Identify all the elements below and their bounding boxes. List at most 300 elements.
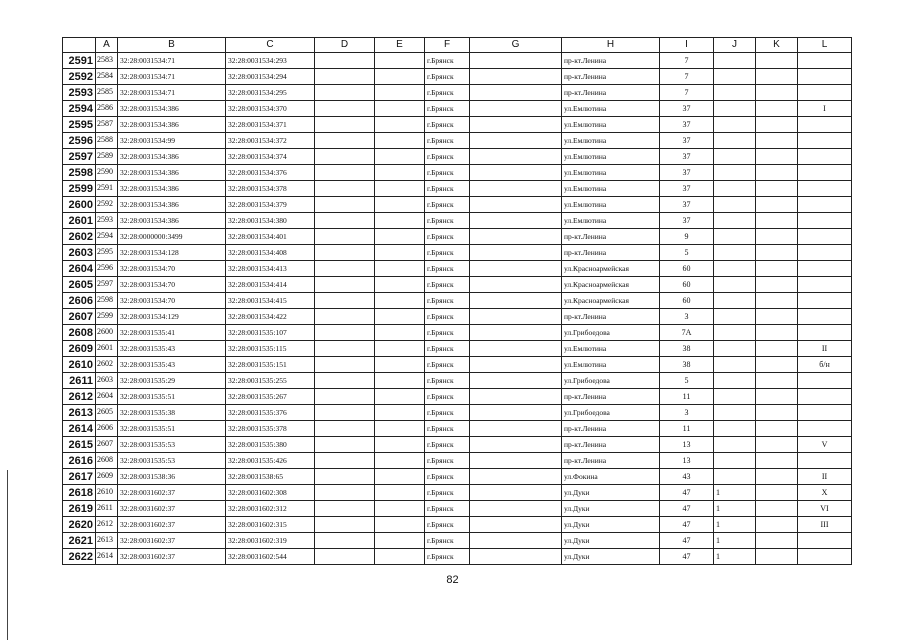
- cell-k[interactable]: [756, 213, 798, 229]
- cell-g[interactable]: [470, 309, 562, 325]
- cell-k[interactable]: [756, 485, 798, 501]
- cell-k[interactable]: [756, 325, 798, 341]
- cell-d[interactable]: [315, 485, 375, 501]
- cell-b[interactable]: 32:28:0031534:71: [118, 85, 226, 101]
- cell-j[interactable]: [714, 133, 756, 149]
- cell-i[interactable]: 37: [660, 181, 714, 197]
- cell-j[interactable]: 1: [714, 501, 756, 517]
- cell-k[interactable]: [756, 453, 798, 469]
- cell-b[interactable]: 32:28:0031602:37: [118, 533, 226, 549]
- cell-h[interactable]: пр-кт.Ленина: [562, 229, 660, 245]
- cell-l[interactable]: VI: [798, 501, 852, 517]
- cell-l[interactable]: [798, 213, 852, 229]
- cell-d[interactable]: [315, 69, 375, 85]
- cell-e[interactable]: [375, 165, 425, 181]
- cell-e[interactable]: [375, 53, 425, 69]
- cell-d[interactable]: [315, 469, 375, 485]
- cell-d[interactable]: [315, 229, 375, 245]
- cell-f[interactable]: г.Брянск: [425, 85, 470, 101]
- cell-a[interactable]: 2591: [96, 181, 118, 197]
- cell-l[interactable]: [798, 229, 852, 245]
- cell-i[interactable]: 47: [660, 549, 714, 565]
- cell-d[interactable]: [315, 309, 375, 325]
- cell-a[interactable]: 2602: [96, 357, 118, 373]
- cell-c[interactable]: 32:28:0031534:295: [226, 85, 315, 101]
- cell-h[interactable]: ул.Грибоедова: [562, 373, 660, 389]
- cell-c[interactable]: 32:28:0031534:293: [226, 53, 315, 69]
- cell-e[interactable]: [375, 325, 425, 341]
- cell-g[interactable]: [470, 197, 562, 213]
- cell-f[interactable]: г.Брянск: [425, 469, 470, 485]
- cell-a[interactable]: 2611: [96, 501, 118, 517]
- cell-i[interactable]: 47: [660, 485, 714, 501]
- row-number[interactable]: 2618: [63, 485, 96, 501]
- cell-b[interactable]: 32:28:0031534:70: [118, 293, 226, 309]
- cell-j[interactable]: [714, 197, 756, 213]
- column-header-g[interactable]: G: [470, 38, 562, 53]
- column-header-l[interactable]: L: [798, 38, 852, 53]
- cell-f[interactable]: г.Брянск: [425, 101, 470, 117]
- cell-i[interactable]: 47: [660, 533, 714, 549]
- cell-h[interactable]: пр-кт.Ленина: [562, 437, 660, 453]
- cell-a[interactable]: 2587: [96, 117, 118, 133]
- cell-h[interactable]: ул.Емлютина: [562, 165, 660, 181]
- cell-c[interactable]: 32:28:0031535:151: [226, 357, 315, 373]
- row-number[interactable]: 2616: [63, 453, 96, 469]
- cell-c[interactable]: 32:28:0031602:308: [226, 485, 315, 501]
- cell-i[interactable]: 7: [660, 53, 714, 69]
- cell-e[interactable]: [375, 213, 425, 229]
- cell-g[interactable]: [470, 85, 562, 101]
- cell-a[interactable]: 2586: [96, 101, 118, 117]
- cell-e[interactable]: [375, 517, 425, 533]
- cell-l[interactable]: II: [798, 341, 852, 357]
- cell-e[interactable]: [375, 341, 425, 357]
- cell-g[interactable]: [470, 325, 562, 341]
- cell-f[interactable]: г.Брянск: [425, 277, 470, 293]
- cell-j[interactable]: [714, 53, 756, 69]
- cell-d[interactable]: [315, 405, 375, 421]
- cell-g[interactable]: [470, 293, 562, 309]
- cell-f[interactable]: г.Брянск: [425, 309, 470, 325]
- cell-j[interactable]: [714, 101, 756, 117]
- cell-d[interactable]: [315, 181, 375, 197]
- cell-b[interactable]: 32:28:0031535:53: [118, 437, 226, 453]
- cell-d[interactable]: [315, 341, 375, 357]
- cell-b[interactable]: 32:28:0031534:386: [118, 181, 226, 197]
- cell-j[interactable]: [714, 85, 756, 101]
- cell-d[interactable]: [315, 133, 375, 149]
- cell-j[interactable]: [714, 373, 756, 389]
- cell-c[interactable]: 32:28:0031535:107: [226, 325, 315, 341]
- cell-e[interactable]: [375, 261, 425, 277]
- cell-e[interactable]: [375, 485, 425, 501]
- cell-e[interactable]: [375, 277, 425, 293]
- cell-g[interactable]: [470, 117, 562, 133]
- cell-f[interactable]: г.Брянск: [425, 117, 470, 133]
- cell-i[interactable]: 3: [660, 405, 714, 421]
- cell-l[interactable]: [798, 85, 852, 101]
- cell-f[interactable]: г.Брянск: [425, 245, 470, 261]
- cell-a[interactable]: 2590: [96, 165, 118, 181]
- row-number[interactable]: 2603: [63, 245, 96, 261]
- cell-j[interactable]: [714, 437, 756, 453]
- cell-i[interactable]: 37: [660, 165, 714, 181]
- cell-c[interactable]: 32:28:0031534:372: [226, 133, 315, 149]
- cell-c[interactable]: 32:28:0031534:413: [226, 261, 315, 277]
- cell-c[interactable]: 32:28:0031534:374: [226, 149, 315, 165]
- cell-d[interactable]: [315, 357, 375, 373]
- cell-d[interactable]: [315, 149, 375, 165]
- cell-j[interactable]: [714, 453, 756, 469]
- cell-a[interactable]: 2600: [96, 325, 118, 341]
- cell-j[interactable]: [714, 165, 756, 181]
- cell-e[interactable]: [375, 533, 425, 549]
- cell-d[interactable]: [315, 117, 375, 133]
- row-number[interactable]: 2591: [63, 53, 96, 69]
- row-number[interactable]: 2619: [63, 501, 96, 517]
- cell-b[interactable]: 32:28:0031602:37: [118, 549, 226, 565]
- cell-i[interactable]: 37: [660, 197, 714, 213]
- cell-d[interactable]: [315, 101, 375, 117]
- cell-f[interactable]: г.Брянск: [425, 229, 470, 245]
- column-header-k[interactable]: K: [756, 38, 798, 53]
- cell-e[interactable]: [375, 389, 425, 405]
- cell-h[interactable]: ул.Емлютина: [562, 149, 660, 165]
- cell-b[interactable]: 32:28:0031534:386: [118, 149, 226, 165]
- cell-k[interactable]: [756, 149, 798, 165]
- cell-g[interactable]: [470, 165, 562, 181]
- row-number[interactable]: 2617: [63, 469, 96, 485]
- cell-f[interactable]: г.Брянск: [425, 69, 470, 85]
- cell-e[interactable]: [375, 405, 425, 421]
- cell-j[interactable]: [714, 469, 756, 485]
- cell-j[interactable]: [714, 117, 756, 133]
- cell-h[interactable]: пр-кт.Ленина: [562, 69, 660, 85]
- cell-h[interactable]: пр-кт.Ленина: [562, 453, 660, 469]
- cell-e[interactable]: [375, 245, 425, 261]
- cell-e[interactable]: [375, 357, 425, 373]
- cell-f[interactable]: г.Брянск: [425, 133, 470, 149]
- cell-c[interactable]: 32:28:0031535:378: [226, 421, 315, 437]
- cell-b[interactable]: 32:28:0031534:129: [118, 309, 226, 325]
- cell-k[interactable]: [756, 261, 798, 277]
- row-number[interactable]: 2597: [63, 149, 96, 165]
- column-header-a[interactable]: A: [96, 38, 118, 53]
- cell-l[interactable]: б/н: [798, 357, 852, 373]
- cell-c[interactable]: 32:28:0031534:422: [226, 309, 315, 325]
- cell-g[interactable]: [470, 453, 562, 469]
- cell-f[interactable]: г.Брянск: [425, 405, 470, 421]
- cell-l[interactable]: [798, 309, 852, 325]
- row-number[interactable]: 2595: [63, 117, 96, 133]
- cell-k[interactable]: [756, 229, 798, 245]
- cell-k[interactable]: [756, 357, 798, 373]
- cell-g[interactable]: [470, 373, 562, 389]
- cell-h[interactable]: ул.Дуки: [562, 549, 660, 565]
- cell-b[interactable]: 32:28:0031534:71: [118, 69, 226, 85]
- cell-c[interactable]: 32:28:0031535:255: [226, 373, 315, 389]
- cell-g[interactable]: [470, 245, 562, 261]
- cell-c[interactable]: 32:28:0031602:315: [226, 517, 315, 533]
- cell-i[interactable]: 47: [660, 517, 714, 533]
- cell-f[interactable]: г.Брянск: [425, 389, 470, 405]
- cell-l[interactable]: [798, 405, 852, 421]
- cell-k[interactable]: [756, 309, 798, 325]
- cell-l[interactable]: [798, 69, 852, 85]
- cell-g[interactable]: [470, 133, 562, 149]
- cell-j[interactable]: [714, 293, 756, 309]
- cell-g[interactable]: [470, 69, 562, 85]
- cell-h[interactable]: ул.Красноармейская: [562, 277, 660, 293]
- cell-i[interactable]: 37: [660, 213, 714, 229]
- cell-d[interactable]: [315, 261, 375, 277]
- cell-c[interactable]: 32:28:0031534:378: [226, 181, 315, 197]
- cell-f[interactable]: г.Брянск: [425, 533, 470, 549]
- cell-c[interactable]: 32:28:0031538:65: [226, 469, 315, 485]
- cell-b[interactable]: 32:28:0031534:386: [118, 165, 226, 181]
- cell-b[interactable]: 32:28:0031534:386: [118, 197, 226, 213]
- cell-c[interactable]: 32:28:0031535:376: [226, 405, 315, 421]
- cell-b[interactable]: 32:28:0031535:51: [118, 421, 226, 437]
- cell-b[interactable]: 32:28:0031534:128: [118, 245, 226, 261]
- row-number[interactable]: 2614: [63, 421, 96, 437]
- cell-b[interactable]: 32:28:0031535:41: [118, 325, 226, 341]
- cell-h[interactable]: ул.Емлютина: [562, 197, 660, 213]
- cell-i[interactable]: 37: [660, 133, 714, 149]
- cell-e[interactable]: [375, 453, 425, 469]
- column-header-i[interactable]: I: [660, 38, 714, 53]
- cell-f[interactable]: г.Брянск: [425, 517, 470, 533]
- cell-l[interactable]: [798, 261, 852, 277]
- cell-d[interactable]: [315, 501, 375, 517]
- cell-e[interactable]: [375, 181, 425, 197]
- column-header-c[interactable]: C: [226, 38, 315, 53]
- row-number[interactable]: 2596: [63, 133, 96, 149]
- cell-g[interactable]: [470, 437, 562, 453]
- cell-a[interactable]: 2607: [96, 437, 118, 453]
- cell-k[interactable]: [756, 53, 798, 69]
- cell-k[interactable]: [756, 533, 798, 549]
- cell-l[interactable]: [798, 53, 852, 69]
- cell-j[interactable]: 1: [714, 517, 756, 533]
- cell-e[interactable]: [375, 133, 425, 149]
- cell-e[interactable]: [375, 373, 425, 389]
- row-number[interactable]: 2610: [63, 357, 96, 373]
- row-number[interactable]: 2608: [63, 325, 96, 341]
- cell-h[interactable]: пр-кт.Ленина: [562, 53, 660, 69]
- cell-i[interactable]: 47: [660, 501, 714, 517]
- cell-j[interactable]: [714, 389, 756, 405]
- cell-d[interactable]: [315, 437, 375, 453]
- cell-e[interactable]: [375, 85, 425, 101]
- cell-j[interactable]: [714, 181, 756, 197]
- cell-j[interactable]: [714, 229, 756, 245]
- cell-i[interactable]: 60: [660, 293, 714, 309]
- cell-d[interactable]: [315, 389, 375, 405]
- column-header-e[interactable]: E: [375, 38, 425, 53]
- cell-b[interactable]: 32:28:0031535:53: [118, 453, 226, 469]
- cell-f[interactable]: г.Брянск: [425, 197, 470, 213]
- cell-c[interactable]: 32:28:0031602:319: [226, 533, 315, 549]
- cell-d[interactable]: [315, 245, 375, 261]
- cell-j[interactable]: [714, 325, 756, 341]
- cell-i[interactable]: 37: [660, 117, 714, 133]
- cell-d[interactable]: [315, 85, 375, 101]
- cell-l[interactable]: [798, 293, 852, 309]
- cell-k[interactable]: [756, 517, 798, 533]
- cell-c[interactable]: 32:28:0031534:408: [226, 245, 315, 261]
- row-number[interactable]: 2622: [63, 549, 96, 565]
- cell-j[interactable]: 1: [714, 549, 756, 565]
- cell-g[interactable]: [470, 229, 562, 245]
- cell-a[interactable]: 2595: [96, 245, 118, 261]
- cell-a[interactable]: 2604: [96, 389, 118, 405]
- cell-a[interactable]: 2610: [96, 485, 118, 501]
- row-number[interactable]: 2604: [63, 261, 96, 277]
- cell-k[interactable]: [756, 69, 798, 85]
- cell-e[interactable]: [375, 421, 425, 437]
- cell-k[interactable]: [756, 197, 798, 213]
- cell-k[interactable]: [756, 437, 798, 453]
- cell-h[interactable]: пр-кт.Ленина: [562, 389, 660, 405]
- cell-g[interactable]: [470, 357, 562, 373]
- cell-f[interactable]: г.Брянск: [425, 341, 470, 357]
- cell-a[interactable]: 2593: [96, 213, 118, 229]
- cell-k[interactable]: [756, 117, 798, 133]
- cell-c[interactable]: 32:28:0031534:415: [226, 293, 315, 309]
- cell-j[interactable]: [714, 405, 756, 421]
- corner-header[interactable]: [63, 38, 96, 53]
- cell-f[interactable]: г.Брянск: [425, 501, 470, 517]
- cell-f[interactable]: г.Брянск: [425, 149, 470, 165]
- cell-e[interactable]: [375, 309, 425, 325]
- cell-i[interactable]: 43: [660, 469, 714, 485]
- column-header-b[interactable]: B: [118, 38, 226, 53]
- cell-a[interactable]: 2606: [96, 421, 118, 437]
- cell-l[interactable]: V: [798, 437, 852, 453]
- cell-a[interactable]: 2584: [96, 69, 118, 85]
- cell-b[interactable]: 32:28:0031535:43: [118, 357, 226, 373]
- cell-h[interactable]: ул.Емлютина: [562, 133, 660, 149]
- cell-j[interactable]: [714, 309, 756, 325]
- cell-b[interactable]: 32:28:0031602:37: [118, 501, 226, 517]
- cell-k[interactable]: [756, 277, 798, 293]
- cell-a[interactable]: 2605: [96, 405, 118, 421]
- row-number[interactable]: 2593: [63, 85, 96, 101]
- cell-a[interactable]: 2589: [96, 149, 118, 165]
- cell-a[interactable]: 2609: [96, 469, 118, 485]
- cell-a[interactable]: 2594: [96, 229, 118, 245]
- cell-i[interactable]: 7: [660, 85, 714, 101]
- cell-g[interactable]: [470, 533, 562, 549]
- row-number[interactable]: 2605: [63, 277, 96, 293]
- cell-h[interactable]: ул.Грибоедова: [562, 405, 660, 421]
- row-number[interactable]: 2600: [63, 197, 96, 213]
- cell-a[interactable]: 2583: [96, 53, 118, 69]
- cell-i[interactable]: 5: [660, 373, 714, 389]
- cell-g[interactable]: [470, 421, 562, 437]
- cell-g[interactable]: [470, 53, 562, 69]
- cell-b[interactable]: 32:28:0031535:38: [118, 405, 226, 421]
- cell-g[interactable]: [470, 149, 562, 165]
- cell-b[interactable]: 32:28:0031534:386: [118, 213, 226, 229]
- cell-b[interactable]: 32:28:0031535:51: [118, 389, 226, 405]
- cell-k[interactable]: [756, 181, 798, 197]
- cell-k[interactable]: [756, 469, 798, 485]
- cell-j[interactable]: [714, 341, 756, 357]
- cell-b[interactable]: 32:28:0031602:37: [118, 485, 226, 501]
- cell-l[interactable]: [798, 181, 852, 197]
- cell-d[interactable]: [315, 213, 375, 229]
- cell-d[interactable]: [315, 517, 375, 533]
- cell-b[interactable]: 32:28:0000000:3499: [118, 229, 226, 245]
- row-number[interactable]: 2602: [63, 229, 96, 245]
- cell-a[interactable]: 2608: [96, 453, 118, 469]
- cell-a[interactable]: 2601: [96, 341, 118, 357]
- cell-a[interactable]: 2592: [96, 197, 118, 213]
- cell-i[interactable]: 11: [660, 389, 714, 405]
- cell-b[interactable]: 32:28:0031538:36: [118, 469, 226, 485]
- cell-f[interactable]: г.Брянск: [425, 549, 470, 565]
- cell-b[interactable]: 32:28:0031534:386: [118, 101, 226, 117]
- cell-i[interactable]: 37: [660, 149, 714, 165]
- cell-c[interactable]: 32:28:0031534:376: [226, 165, 315, 181]
- cell-k[interactable]: [756, 101, 798, 117]
- cell-l[interactable]: [798, 245, 852, 261]
- cell-c[interactable]: 32:28:0031535:380: [226, 437, 315, 453]
- cell-i[interactable]: 38: [660, 341, 714, 357]
- cell-k[interactable]: [756, 293, 798, 309]
- cell-l[interactable]: [798, 149, 852, 165]
- cell-j[interactable]: [714, 261, 756, 277]
- cell-a[interactable]: 2596: [96, 261, 118, 277]
- cell-d[interactable]: [315, 277, 375, 293]
- cell-d[interactable]: [315, 453, 375, 469]
- cell-a[interactable]: 2613: [96, 533, 118, 549]
- cell-f[interactable]: г.Брянск: [425, 437, 470, 453]
- cell-g[interactable]: [470, 389, 562, 405]
- cell-f[interactable]: г.Брянск: [425, 261, 470, 277]
- cell-i[interactable]: 7А: [660, 325, 714, 341]
- cell-e[interactable]: [375, 469, 425, 485]
- row-number[interactable]: 2612: [63, 389, 96, 405]
- cell-c[interactable]: 32:28:0031534:379: [226, 197, 315, 213]
- cell-f[interactable]: г.Брянск: [425, 53, 470, 69]
- cell-f[interactable]: г.Брянск: [425, 165, 470, 181]
- cell-c[interactable]: 32:28:0031534:380: [226, 213, 315, 229]
- cell-c[interactable]: 32:28:0031602:544: [226, 549, 315, 565]
- cell-e[interactable]: [375, 149, 425, 165]
- cell-l[interactable]: X: [798, 485, 852, 501]
- row-number[interactable]: 2621: [63, 533, 96, 549]
- cell-k[interactable]: [756, 421, 798, 437]
- cell-c[interactable]: 32:28:0031535:426: [226, 453, 315, 469]
- column-header-f[interactable]: F: [425, 38, 470, 53]
- cell-a[interactable]: 2603: [96, 373, 118, 389]
- cell-b[interactable]: 32:28:0031535:43: [118, 341, 226, 357]
- cell-h[interactable]: ул.Дуки: [562, 485, 660, 501]
- cell-l[interactable]: [798, 373, 852, 389]
- cell-k[interactable]: [756, 165, 798, 181]
- cell-g[interactable]: [470, 101, 562, 117]
- cell-a[interactable]: 2588: [96, 133, 118, 149]
- cell-f[interactable]: г.Брянск: [425, 421, 470, 437]
- cell-d[interactable]: [315, 421, 375, 437]
- cell-d[interactable]: [315, 293, 375, 309]
- cell-d[interactable]: [315, 373, 375, 389]
- row-number[interactable]: 2607: [63, 309, 96, 325]
